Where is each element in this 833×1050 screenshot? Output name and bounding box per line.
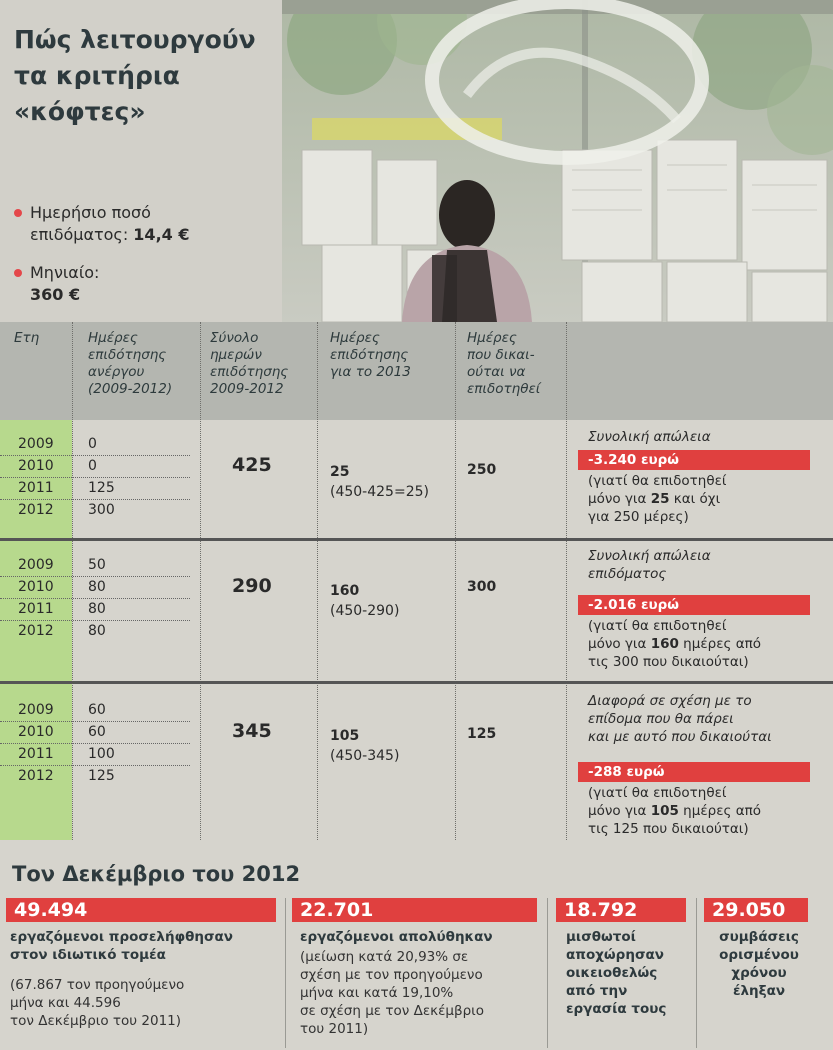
table-row (0, 766, 190, 788)
days-cell: 125 (88, 480, 115, 496)
column-header-total (210, 330, 288, 398)
days-2013-value: 25 (330, 464, 350, 480)
table-row (0, 478, 190, 500)
stat-fired-detail (300, 948, 484, 1038)
stat-hired-detail-line: (67.867 τον προηγούμενο (10, 977, 185, 993)
loss-note-title (588, 547, 828, 583)
column-header-days-2013 (330, 330, 411, 381)
stat-resigned-label-line: οικειοθελώς (566, 965, 658, 981)
bullet-monthly-value-line (30, 284, 99, 306)
days-cell: 80 (88, 601, 106, 617)
column-header-total-line: Σύνολο (210, 330, 259, 346)
table-row (0, 621, 190, 643)
days-2013 (330, 581, 399, 621)
december-2012-section (0, 852, 833, 1050)
loss-note-days-bold: 160 (650, 636, 679, 652)
year-cell: 2012 (18, 502, 54, 518)
loss-note-title-line: Συνολική απώλεια (588, 429, 711, 445)
loss-note-fragment: μόνο για (588, 491, 651, 507)
column-header-days-line: Ημέρες (88, 330, 138, 346)
days-2013-calc: (450-345) (330, 748, 400, 764)
year-cell: 2010 (18, 458, 54, 474)
loss-amount-badge: -3.240 ευρώ (578, 450, 810, 470)
bullet-monthly-amount (14, 262, 99, 306)
stat-fired-value: 22.701 (292, 898, 537, 922)
column-header-entitled-line: Ημέρες (467, 330, 517, 346)
column-header-days-2013-line: επιδότησης (330, 347, 409, 363)
loss-note-text (588, 617, 828, 671)
loss-note-line: (γιατί θα επιδοτηθεί (588, 618, 727, 634)
loss-note-title-line: και με αυτό που δικαιούται (588, 729, 772, 745)
stat-hired-label-line: στον ιδιωτικό τομέα (10, 947, 166, 963)
table-row (0, 500, 190, 522)
loss-note-title (588, 428, 828, 446)
column-header-days-2013-line: για το 2013 (330, 364, 411, 380)
loss-note-title-line: Διαφορά σε σχέση με το (588, 693, 752, 709)
table-row (0, 700, 190, 722)
year-cell: 2010 (18, 724, 54, 740)
year-cell: 2009 (18, 557, 54, 573)
days-cell: 300 (88, 502, 115, 518)
bullet-monthly-label: Μηνιαίο: (30, 263, 100, 282)
year-cell: 2011 (18, 480, 54, 496)
loss-amount-badge: -2.016 ευρώ (578, 595, 810, 615)
loss-note-fragment: μόνο για (588, 803, 651, 819)
loss-note-fragment: και όχι (669, 491, 721, 507)
bullet-daily-line2 (30, 224, 189, 246)
days-cell: 100 (88, 746, 115, 762)
column-header-years (14, 330, 39, 347)
loss-note-line (588, 635, 828, 653)
column-header-days-line: επιδότησης (88, 347, 167, 363)
stat-fired-detail-line: σε σχέση με τον Δεκέμβριο (300, 1003, 484, 1019)
stat-contracts-label-line: χρόνου (731, 965, 787, 981)
loss-note-line (588, 490, 828, 508)
table-row (0, 434, 190, 456)
year-cell: 2012 (18, 768, 54, 784)
stat-resigned-label-line: εργασία τους (566, 1001, 667, 1017)
loss-note-line (588, 802, 828, 820)
year-cell: 2011 (18, 746, 54, 762)
total-days: 290 (232, 575, 272, 597)
days-2013 (330, 726, 399, 766)
year-cell: 2009 (18, 702, 54, 718)
table-row (0, 577, 190, 599)
stat-fired-detail-line: μήνα και κατά 19,10% (300, 985, 454, 1001)
days-2013-value: 105 (330, 728, 360, 744)
stat-fired-label-line: εργαζόμενοι απολύθηκαν (300, 929, 493, 945)
header-text-panel (0, 0, 282, 322)
table-group-3 (0, 684, 833, 840)
stat-resigned-value: 18.792 (556, 898, 686, 922)
office-photo (282, 0, 833, 322)
table-row (0, 744, 190, 766)
bullet-daily-label: Ημερήσιο ποσό (30, 203, 151, 222)
loss-amount-badge: -288 ευρώ (578, 762, 810, 782)
column-header-entitled-line: επιδοτηθεί (467, 381, 541, 397)
year-cell: 2009 (18, 436, 54, 452)
section-title: Τον Δεκέμβριο του 2012 (12, 862, 301, 886)
loss-note-title-line: Συνολική απώλεια (588, 548, 711, 564)
days-cell: 60 (88, 724, 106, 740)
bullet-daily-value: 14,4 € (133, 225, 190, 244)
year-cell: 2011 (18, 601, 54, 617)
table-group-1 (0, 420, 833, 538)
stat-contracts-label-line: έληξαν (732, 983, 786, 999)
stat-contracts-value: 29.050 (704, 898, 808, 922)
stat-hired-detail-line: μήνα και 44.596 (10, 995, 121, 1011)
days-2013-calc: (450-425=25) (330, 484, 429, 500)
column-header-years-line: Ετη (14, 330, 40, 346)
year-cell: 2012 (18, 623, 54, 639)
column-header-total-line: 2009-2012 (210, 381, 284, 397)
table-row (0, 722, 190, 744)
stat-fired-detail-line: σχέση με τον προηγούμενο (300, 967, 483, 983)
column-header-days-line: (2009-2012) (88, 381, 173, 397)
stat-resigned-label-line: αποχώρησαν (566, 947, 664, 963)
column-header-days-line: ανέργου (88, 364, 145, 380)
stat-fired-label (300, 928, 493, 946)
stat-hired-detail-line: τον Δεκέμβριο του 2011) (10, 1013, 182, 1029)
stat-hired-label-line: εργαζόμενοι προσελήφθησαν (10, 929, 234, 945)
loss-note-fragment: ημέρες από (678, 803, 761, 819)
days-cell: 0 (88, 458, 97, 474)
stat-resigned-label-line: από την (566, 983, 628, 999)
loss-note-fragment: ημέρες από (678, 636, 761, 652)
table-header (0, 322, 833, 420)
stat-resigned-label (566, 928, 666, 1018)
table-row (0, 599, 190, 621)
headline (14, 22, 284, 130)
loss-note-fragment: μόνο για (588, 636, 651, 652)
column-header-total-line: ημερών (210, 347, 262, 363)
headline-line-1: Πώς λειτουργούν (14, 25, 256, 54)
days-cell: 50 (88, 557, 106, 573)
table-group-2 (0, 541, 833, 681)
headline-line-3: «κόφτες» (14, 97, 146, 126)
days-cell: 0 (88, 436, 97, 452)
column-header-entitled-line: που δικαι- (467, 347, 535, 363)
days-cell: 80 (88, 623, 106, 639)
total-days: 425 (232, 454, 272, 476)
loss-note-text (588, 784, 828, 838)
loss-note-days-bold: 25 (650, 491, 670, 507)
stat-fired-detail-line: (μείωση κατά 20,93% σε (300, 949, 469, 965)
table-row (0, 456, 190, 478)
days-2013-calc: (450-290) (330, 603, 400, 619)
bullet-monthly-value: 360 € (30, 285, 81, 304)
column-header-total-line: επιδότησης (210, 364, 289, 380)
loss-note-title-line: επιδόματος (588, 566, 667, 582)
days-cell: 80 (88, 579, 106, 595)
entitled-days: 125 (467, 726, 497, 742)
headline-line-2: τα κριτήρια (14, 61, 180, 90)
total-days: 345 (232, 720, 272, 742)
table-row (0, 555, 190, 577)
days-2013 (330, 462, 429, 502)
days-cell: 60 (88, 702, 106, 718)
loss-note-text (588, 472, 828, 526)
stat-divider (696, 898, 697, 1048)
stat-contracts-label-line: ορισμένου (719, 947, 799, 963)
loss-note-title-line: επίδομα που θα πάρει (588, 711, 734, 727)
stat-divider (285, 898, 286, 1048)
loss-note-line: (γιατί θα επιδοτηθεί (588, 785, 727, 801)
loss-note-line: για 250 μέρες) (588, 509, 689, 525)
loss-note-line: (γιατί θα επιδοτηθεί (588, 473, 727, 489)
loss-note-title (588, 692, 828, 746)
loss-note-line: τις 125 που δικαιούται) (588, 821, 749, 837)
loss-note-line: τις 300 που δικαιούται) (588, 654, 749, 670)
stat-hired-label (10, 928, 233, 964)
stat-contracts-label-line: συμβάσεις (719, 929, 799, 945)
days-cell: 125 (88, 768, 115, 784)
stat-hired-value: 49.494 (6, 898, 276, 922)
stat-hired-detail (10, 976, 184, 1030)
stat-divider (547, 898, 548, 1048)
year-cell: 2010 (18, 579, 54, 595)
column-header-entitled (467, 330, 540, 398)
bullet-dot-icon (14, 269, 22, 277)
column-header-days (88, 330, 172, 398)
bullet-dot-icon (14, 209, 22, 217)
column-header-days-2013-line: Ημέρες (330, 330, 380, 346)
office-photo-illustration (282, 0, 833, 322)
header-section (0, 0, 833, 322)
stat-fired-detail-line: του 2011) (300, 1021, 369, 1037)
entitled-days: 300 (467, 579, 497, 595)
bullet-daily-label-2: επιδόματος: (30, 225, 134, 244)
bullet-daily-amount (14, 202, 189, 246)
stat-resigned-label-line: μισθωτοί (566, 929, 636, 945)
loss-note-days-bold: 105 (650, 803, 679, 819)
column-header-entitled-line: ούται να (467, 364, 526, 380)
stat-contracts-label (714, 928, 804, 1000)
days-2013-value: 160 (330, 583, 360, 599)
entitled-days: 250 (467, 462, 497, 478)
